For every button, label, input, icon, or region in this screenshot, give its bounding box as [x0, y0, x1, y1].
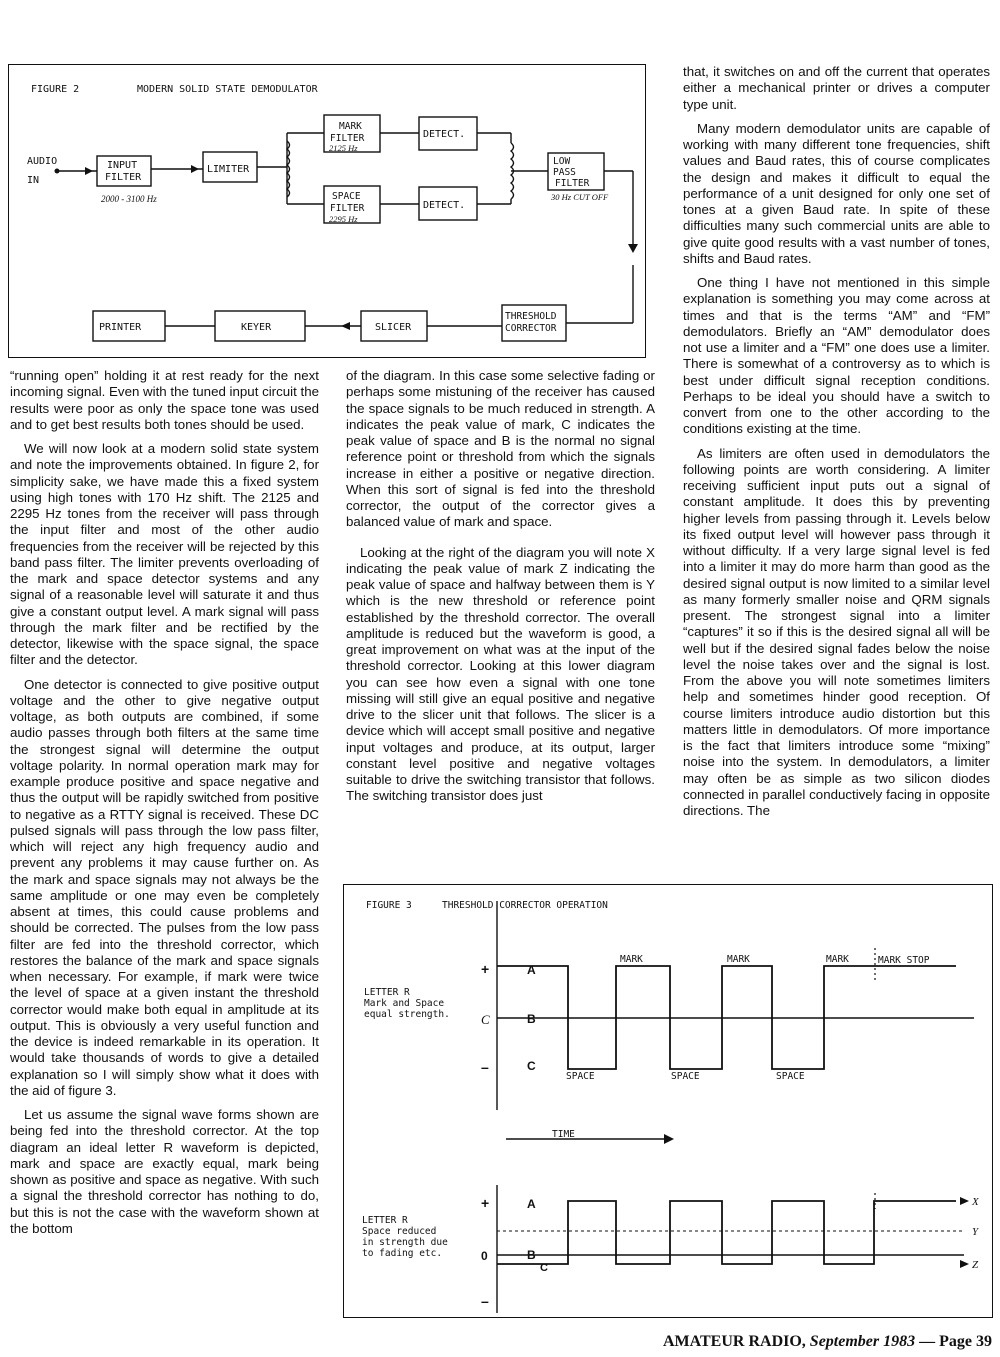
middle-column: [346, 368, 655, 813]
detect-space-label: DETECT.: [423, 200, 466, 211]
bottom-caption-4: to fading etc.: [362, 1248, 443, 1259]
middle-paragraph-2: Looking at the right of the diagram you will note X indicating the peak value of mark Z indicating the peak value of space and halfway between them is Y which is the new threshold or reference point established by the threshold corrector. The overall amplitude is reduced but the waveform is good, a great improvement on what was at the input of the threshold corrector. Looking at this lower diagram you can see how even a signal with one tone missing will still give an equal positive and negative drive to the slicer unit that follows. The slicer is a device which will accept small positive and negative input voltages and produce, at its output, larger constant level positive and negative voltages suitable to drive the switching transistor that follows. The switching transistor does just: [346, 544, 655, 804]
right-paragraph-1: that, it switches on and off the current that operates either a mechanical printer or drives a computer type unit.: [683, 64, 990, 112]
middle-paragraph-1: of the diagram. In this case some selective fading or perhaps some mistuning of the receiver has caused the space signals to be much reduced in strength. A indicates the peak value of mark, C indicates the peak value of space and B is the normal no signal reference point or threshold from which the signals increase in either a positive or negative direction. When this sort of signal is fed into the threshold corrector, the output of the corrector gives a balanced value of mark and space.: [346, 368, 655, 530]
figure-3-number: FIGURE 3: [366, 900, 412, 911]
top-level-b: B: [527, 1012, 536, 1026]
footer-separator: —: [919, 1333, 936, 1350]
figure-3-title: THRESHOLD CORRECTOR OPERATION: [442, 900, 608, 911]
space-filter-label-1: SPACE: [332, 191, 361, 202]
left-paragraph-1: “running open” holding it at rest ready for the next incoming signal. Even with the tuned input circuit the results were poor as only the space tone was used and to get best results both tones should be used.: [10, 368, 319, 432]
left-column: [10, 368, 319, 1245]
page-footer: [600, 1333, 992, 1351]
low-pass-label-3: FILTER: [555, 178, 590, 189]
figure-3: [343, 884, 993, 1318]
bottom-caption-3: in strength due: [362, 1237, 448, 1248]
left-paragraph-3: One detector is connected to give positive output voltage and the other to give negative output voltage, as both outputs are combined, if some audio passes through both filters at the same time the strongest signal will determine the output voltage polarity. In normal operation mark may for example produce positive and space negative and thus the output will be rapidly switched from positive to negative as a RTTY signal is received. These DC pulsed signals will pass through the low pass filter, which will reject any high frequency audio and prevent any problems it may cause further on. As the mark and space signals may not always be the same amplitude or one may even be completely absent at times, this could cause problems and should be corrected. The pulses from the low pass filter are fed into the threshold corrector, which restores the balance of the mark and space signals when necessary. For example, if mark were twice the level of space at a given instant the threshold corrector would make both equal in amplitude at its output. This is obviously a very useful function and the device is indeed remarkable in its operation. It would take thousands of words to give a detailed explanation so I will simply show what it does with the aid of figure 3.: [10, 676, 319, 1098]
space-filter-label-3: 2295 Hz: [329, 214, 358, 224]
input-filter-note: 2000 - 3100 Hz: [101, 194, 157, 204]
figure-2-title: MODERN SOLID STATE DEMODULATOR: [137, 84, 318, 95]
low-pass-label-2: PASS: [553, 167, 576, 178]
right-paragraph-3: One thing I have not mentioned in this simple explanation is something you may come across at times and that is the terms “AM” and “FM” demodulators. Briefly an “AM” demodulator does not use a limiter and a “FM” one does use a limiter. There is somewhat of a controversy as to which is best under difficult signal reception conditions. Perhaps to be ideal you should have a switch to convert from one to the other according to the conditions existing at the time.: [683, 275, 990, 437]
low-pass-label-1: LOW: [553, 156, 571, 167]
mark-filter-label-1: MARK: [339, 121, 362, 132]
right-label-z: Z: [972, 1259, 979, 1271]
mark-stop-label: MARK STOP: [878, 955, 930, 966]
threshold-label-1: THRESHOLD: [505, 311, 557, 322]
figure-2: [8, 64, 646, 358]
footer-issue: September 1983: [809, 1333, 916, 1350]
space-filter-label-2: FILTER: [330, 203, 365, 214]
footer-magazine: AMATEUR RADIO,: [662, 1333, 806, 1350]
right-label-x: X: [972, 1196, 979, 1208]
mark-label-1: MARK: [620, 954, 643, 965]
left-paragraph-4: Let us assume the signal wave forms shown are being fed into the threshold corrector. At the top diagram an ideal letter R waveform is depicted, mark and space are exactly equal, mark being shown as positive and space as negative. With such a signal the threshold corrector has nothing to do, but this is not the case with the waveform shown at the bottom: [10, 1107, 319, 1236]
mark-filter-label-3: 2125 Hz: [329, 143, 358, 153]
footer-page: Page 39: [939, 1333, 992, 1350]
top-axis-c: C: [481, 1012, 490, 1027]
right-column: [683, 64, 990, 827]
figure-2-diagram: [9, 65, 645, 357]
figure-3-diagram: [344, 885, 992, 1317]
bottom-level-b: B: [527, 1248, 536, 1262]
top-caption-1: LETTER R: [364, 987, 410, 998]
top-caption-2: Mark and Space: [364, 998, 445, 1009]
mark-label-2: MARK: [727, 954, 750, 965]
audio-in-label: AUDIO: [27, 156, 58, 167]
left-paragraph-2: We will now look at a modern solid state system and note the improvements obtained. In figure 2, for simplicity sake, we have made this a fixed system using high tones with 170 Hz shift. The 2125 and 2295 Hz tones from the receiver will pass through the input filter and most of the other audio frequencies from the receiver will be rejected by this band pass filter. The limiter prevents overloading of the mark and space detector systems and any signal of a reasonable level will saturate it and thus give a constant output level. A mark signal will pass through the mark filter and be rectified by the detector, likewise with the space signal, the space filter and the detector.: [10, 441, 319, 668]
time-label: TIME: [552, 1129, 575, 1140]
top-level-c: C: [527, 1059, 536, 1073]
keyer-label: KEYER: [241, 322, 272, 333]
mark-filter-label-2: FILTER: [330, 133, 365, 144]
top-caption-3: equal strength.: [364, 1009, 450, 1020]
limiter-label: LIMITER: [207, 164, 250, 175]
top-axis-minus: –: [481, 1059, 489, 1075]
figure-2-number: FIGURE 2: [31, 84, 80, 95]
audio-in-label-2: IN: [27, 175, 40, 186]
input-filter-label-2: FILTER: [105, 172, 142, 183]
bottom-caption-2: Space reduced: [362, 1226, 437, 1237]
space-label-3: SPACE: [776, 1071, 805, 1082]
bottom-level-c: C: [540, 1262, 548, 1274]
right-paragraph-2: Many modern demodulator units are capable of working with many different tone frequencies, shift values and Baud rates, this of course complicates the design and makes it difficult to equal the performance of a unit designed for only one set of tones at a given Baud rate. In spite of these difficulties many such commercial units are able to give quite good results with a vast number of tones, shifts and Baud rates.: [683, 120, 990, 266]
space-label-2: SPACE: [671, 1071, 700, 1082]
bottom-level-a: A: [527, 1197, 536, 1211]
right-paragraph-4: As limiters are often used in demodulators the following points are worth considering. A limiter receiving sufficient input puts out a signal of constant amplitude. It does this by preventing higher levels from passing through it. Levels below its fixed output level will however pass through it without difficulty. If a very large signal level is fed into a limiter it may do more harm than good as the desired signal output is now limited to a similar level as many formerly smaller noise and QRM signals present. The strongest signal into a limiter “captures” it so if this is the desired signal all will be well but if the desired signal fades below the noise level the noise takes over and the signal is lost. From the above you will note sometimes limiters help and sometimes hinder good reception. Of course limiters introduce audio distortion but this matters little in demodulators. Of more importance is the fact that limiters introduce some “mixing” noise into the system. In demodulators, a limiter may often be as simple as two silicon diodes connected in parallel conductively facing in opposite directions. The: [683, 445, 990, 818]
detect-mark-label: DETECT.: [423, 129, 466, 140]
top-axis-plus: +: [481, 961, 490, 977]
bottom-axis-zero: 0: [481, 1249, 488, 1263]
input-filter-label-1: INPUT: [107, 160, 138, 171]
low-pass-note: 30 Hz CUT OFF: [551, 192, 609, 202]
threshold-label-2: CORRECTOR: [505, 323, 557, 334]
right-label-y: Y: [972, 1226, 979, 1238]
printer-label: PRINTER: [99, 322, 142, 333]
top-level-a: A: [527, 963, 536, 977]
bottom-axis-minus: –: [481, 1293, 489, 1309]
bottom-caption-1: LETTER R: [362, 1215, 408, 1226]
space-label-1: SPACE: [566, 1071, 595, 1082]
mark-label-3: MARK: [826, 954, 849, 965]
slicer-label: SLICER: [375, 322, 412, 333]
bottom-axis-plus: +: [481, 1195, 490, 1211]
